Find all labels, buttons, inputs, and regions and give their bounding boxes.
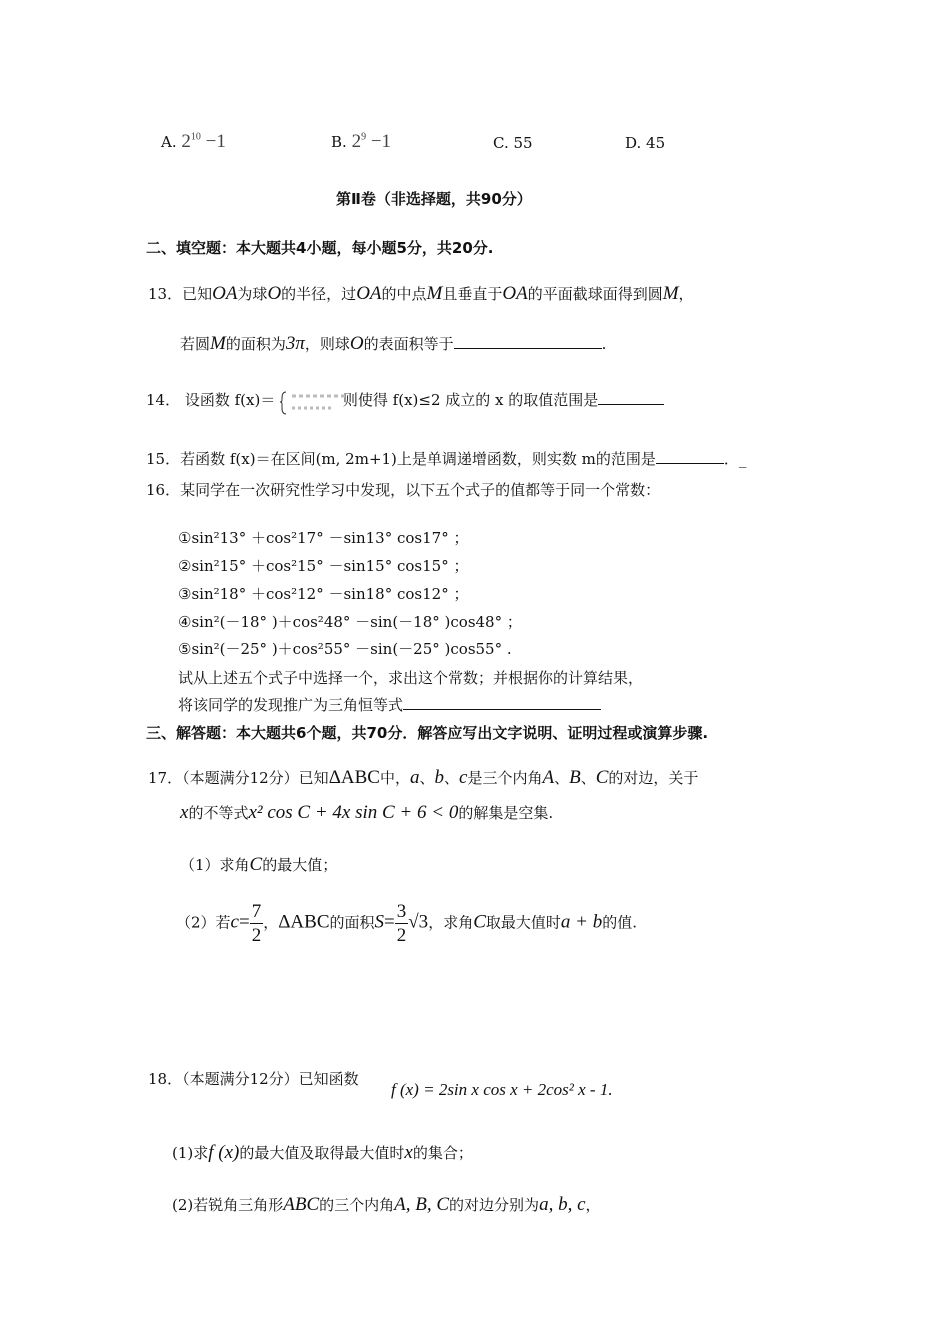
option-a-value: $2^{10} -1$ — [181, 131, 226, 152]
list-item: ⑤sin²(－25° )＋cos²55° －sin(－25° )cos55° . — [178, 640, 512, 658]
question-16-intro: 16．某同学在一次研究性学习中发现，以下五个式子的值都等于同一个常数： — [146, 481, 661, 499]
option-a-label: A. — [161, 133, 177, 151]
question-18-part1: (1)求f (x)的最大值及取得最大值时x的集合； — [172, 1142, 473, 1163]
fraction-3-over-2: $\frac{3}{2}$ — [396, 901, 407, 946]
option-c: C. 55 — [493, 134, 533, 152]
question-14: 14． 设函数 f(x)＝ 则使得 f(x)≤2 成立的 x 的取值范围是 — [146, 388, 664, 414]
option-b-value: $2^9 -1$ — [351, 131, 392, 152]
question-17-line2: x的不等式x² cos C + 4x sin C + 6 < 0的解集是空集. — [180, 802, 554, 823]
answer-blank-13 — [454, 348, 602, 349]
question-13-line2: 若圆M的面积为3π，则球O的表面积等于 . — [180, 333, 607, 354]
option-d: D. 45 — [625, 134, 666, 152]
inequality: x² cos C + 4x sin C + 6 < 0 — [248, 802, 459, 823]
question-18-part2: (2)若锐角三角形ABC的三个内角A, B, C的对边分别为a, b, c， — [172, 1194, 601, 1215]
question-16-ask2: 将该同学的发现推广为三角恒等式 — [178, 694, 601, 715]
answer-blank-14 — [598, 404, 664, 405]
list-item: ②sin²15° ＋cos²15° －sin15° cos15° ； — [178, 557, 469, 575]
section3-heading: 三、解答题：本大题共6个题，共70分．解答应写出文字说明、证明过程或演算步骤. — [146, 724, 709, 742]
list-item: ④sin²(－18° )＋cos²48° －sin(－18° )cos48° ； — [178, 613, 522, 631]
function-definition: f (x) = 2sin x cos x + 2cos² x - 1. — [391, 1080, 613, 1099]
question-15: 15．若函数 f(x)＝在区间(m, 2m+1)上是单调递增函数，则实数 m的范围是 ．_ — [146, 450, 747, 468]
question-13-line1: 13．已知OA为球O的半径，过OA的中点M且垂直于OA的平面截球面得到圆M， — [148, 283, 694, 304]
question-17-part1: （1）求角C的最大值； — [180, 854, 338, 875]
answer-blank-16 — [403, 709, 601, 710]
list-item: ③sin²18° ＋cos²12° －sin18° cos12° ； — [178, 585, 469, 603]
question-18-line1: 18．（本题满分12分）已知函数 — [148, 1070, 359, 1088]
part2-title: 第Ⅱ卷（非选择题，共90分） — [336, 190, 532, 208]
question-16-ask1: 试从上述五个式子中选择一个，求出这个常数；并根据你的计算结果， — [178, 669, 644, 687]
list-item: ①sin²13° ＋cos²17° －sin13° cos17° ； — [178, 529, 469, 547]
option-a — [161, 131, 226, 153]
question-17-line1: 17．（本题满分12分）已知ΔABC中，a、b、c是三个内角A、B、C的对边，关于 — [148, 767, 699, 788]
option-b — [331, 131, 391, 153]
option-b-label: B. — [331, 133, 347, 151]
question-17-part2: （2）若c= $\frac{7}{2}$ ，ΔABC的面积S= $\frac{3}{2}$ √3，求角C取最大值时a + b的值. — [176, 901, 638, 946]
fraction-7-over-2: $\frac{7}{2}$ — [251, 901, 262, 946]
answer-blank-15 — [656, 463, 724, 464]
piecewise-function-image — [280, 388, 338, 414]
section2-heading: 二、填空题：本大题共4小题，每小题5分，共20分. — [146, 239, 494, 257]
